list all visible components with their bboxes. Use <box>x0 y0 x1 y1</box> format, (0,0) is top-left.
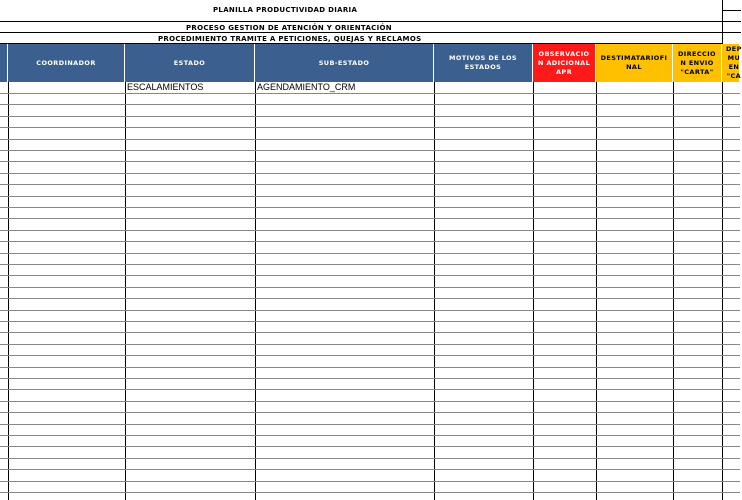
grid-row-line <box>0 492 740 493</box>
cell-estado-row1[interactable]: ESCALAMIENTOS <box>127 82 204 92</box>
grid-row-line <box>0 127 740 128</box>
grid-row-line <box>0 401 740 402</box>
grid-column-line <box>125 82 126 500</box>
grid-row-line <box>0 264 740 265</box>
header-estado[interactable]: ESTADO <box>125 44 255 82</box>
header-destinatario[interactable]: DESTIMATARIOFI NAL <box>596 44 673 82</box>
grid-row-line <box>0 150 740 151</box>
process-title: PROCESO GESTION DE ATENCIÓN Y ORIENTACIÓN <box>186 24 392 32</box>
title-row-process <box>0 22 722 33</box>
header-observacion[interactable]: OBSERVACIO N ADICIONAL APR <box>533 44 596 82</box>
grid-row-line <box>0 378 740 379</box>
grid-row-line <box>0 298 740 299</box>
grid-row-line <box>0 344 740 345</box>
sheet-title: PLANILLA PRODUCTIVIDAD DIARIA <box>213 6 358 14</box>
grid-row-line <box>0 116 740 117</box>
cell-sub-estado-row1[interactable]: AGENDAMIENTO_CRM <box>257 82 356 92</box>
grid-row-line <box>0 412 740 413</box>
grid-column-line <box>434 82 435 500</box>
grid-row-line <box>0 310 740 311</box>
header-direccion[interactable]: DIRECCIO N ENVIO "CARTA" <box>673 44 722 82</box>
header-sub-estado[interactable]: SUB-ESTADO <box>255 44 434 82</box>
header-partial[interactable]: DEP MU EN "CA <box>722 44 740 82</box>
grid-row-line <box>0 481 740 482</box>
right-title-column <box>722 0 741 44</box>
grid-row-line <box>0 332 740 333</box>
grid-row-line <box>0 196 740 197</box>
grid-row-line <box>0 241 740 242</box>
grid-row-line <box>0 184 740 185</box>
header-leading-cell[interactable] <box>0 44 8 82</box>
grid-row-line <box>0 161 740 162</box>
header-motivos[interactable]: MOTIVOS DE LOS ESTADOS <box>434 44 533 82</box>
grid-row-line <box>0 446 740 447</box>
grid-row-line <box>0 367 740 368</box>
grid-row-line <box>0 321 740 322</box>
grid-column-line <box>255 82 256 500</box>
grid-row-line <box>0 253 740 254</box>
grid-column-line <box>673 82 674 500</box>
grid-column-line <box>533 82 534 500</box>
grid-row-line <box>0 173 740 174</box>
grid-row-line <box>0 389 740 390</box>
grid-row-line <box>0 287 740 288</box>
procedure-title: PROCEDIMIENTO TRAMITE A PETICIONES, QUEJAS Y RECLAMOS <box>158 35 422 43</box>
title-row-main <box>0 0 722 22</box>
grid-row-line <box>0 207 740 208</box>
grid-row-line <box>0 275 740 276</box>
grid-row-line <box>0 355 740 356</box>
grid-row-line <box>0 93 740 94</box>
grid-row-line <box>0 139 740 140</box>
header-coordinador[interactable]: COORDINADOR <box>8 44 125 82</box>
grid-row-line <box>0 424 740 425</box>
title-row-procedure <box>0 33 722 44</box>
grid-row-line <box>0 435 740 436</box>
grid-column-line <box>722 82 723 500</box>
grid-row-line <box>0 104 740 105</box>
grid-column-line <box>596 82 597 500</box>
data-grid[interactable] <box>0 82 740 500</box>
grid-row-line <box>0 218 740 219</box>
grid-row-line <box>0 469 740 470</box>
grid-row-line <box>0 458 740 459</box>
grid-column-line <box>8 82 9 500</box>
grid-row-line <box>0 230 740 231</box>
